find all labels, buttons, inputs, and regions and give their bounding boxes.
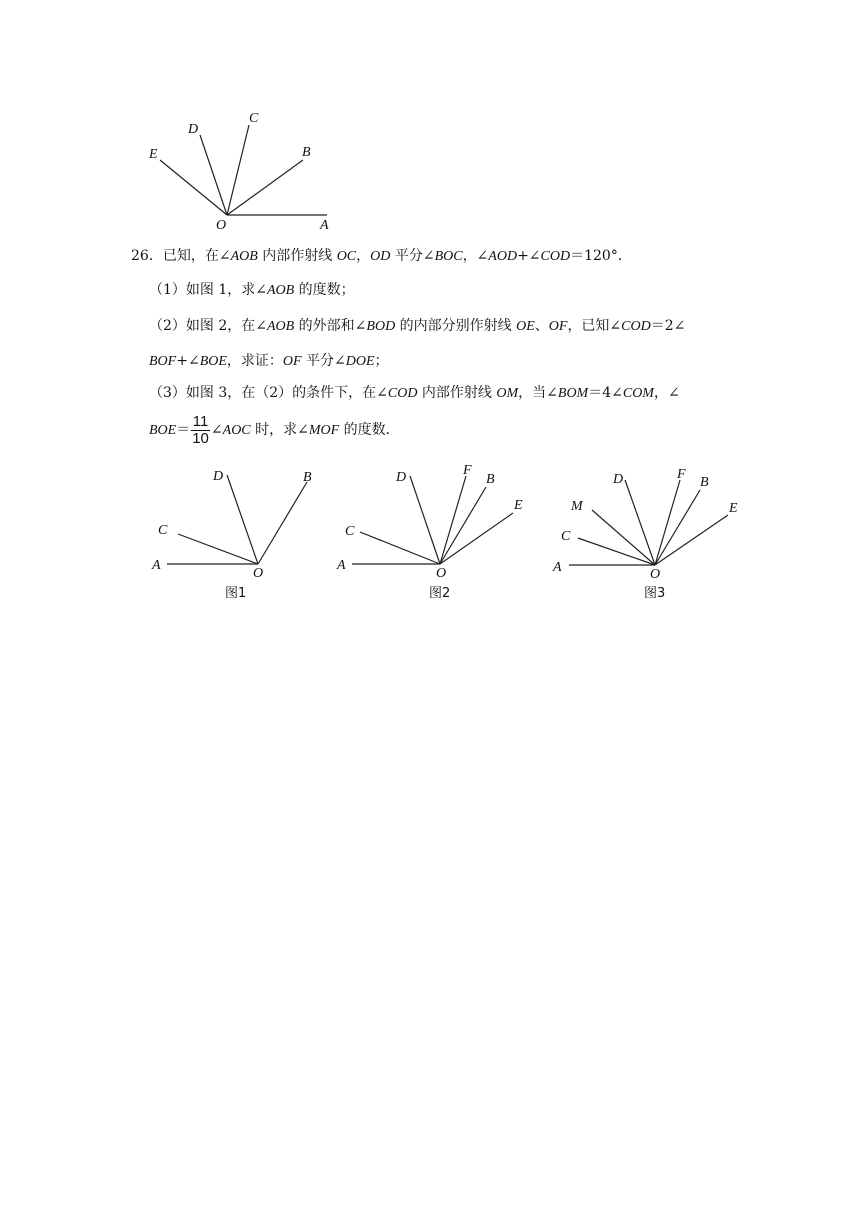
fig3-label-A: A (553, 560, 562, 575)
label-B: B (302, 145, 311, 160)
text-segment: ，求证： (226, 353, 283, 369)
math-text-segment: AOB (230, 249, 258, 264)
part-2-line-1 (149, 316, 685, 337)
fig3-label-M: M (571, 499, 583, 514)
text-segment: 、 (534, 318, 549, 334)
math-text-segment: BOC (434, 249, 463, 264)
math-text-segment: BOM (557, 386, 589, 401)
math-text-segment: OD (370, 249, 391, 264)
math-text-segment: AOB (267, 319, 295, 334)
ray-OE (160, 160, 227, 215)
text-segment: 时，求∠ (250, 422, 309, 438)
fig3-ray-OB (655, 490, 700, 565)
label-E: E (149, 147, 158, 162)
math-text-segment: BOF (149, 354, 177, 369)
fig3-label-D: D (613, 472, 624, 487)
fig2-label-O: O (436, 566, 447, 581)
math-text-segment: AOB (267, 283, 295, 298)
stem-text (163, 248, 632, 264)
fig3-ray-OF (655, 480, 680, 565)
fig2-label-B: B (486, 472, 495, 487)
fraction (191, 414, 210, 447)
text-segment: ＝120°． (570, 248, 632, 264)
math-text-segment: COD (387, 386, 418, 401)
text-segment: 的度数． (339, 422, 400, 438)
math-text-segment: COD (621, 319, 651, 334)
math-text-segment: BOE (199, 354, 227, 369)
fig1-label-O: O (253, 566, 264, 581)
text-segment: ， (356, 248, 371, 264)
text-segment: ，∠ (653, 385, 680, 401)
text-segment: （2）如图 2，在∠ (149, 318, 267, 334)
math-text-segment: COD (540, 249, 571, 264)
fig1-label-C: C (158, 523, 168, 538)
problem-number: 26． (131, 248, 163, 264)
text-segment: 内部作射线 (257, 248, 337, 264)
fig2-ray-OE (440, 513, 513, 564)
fig2-label-F: F (463, 463, 472, 478)
fig2-ray-OB (440, 487, 486, 564)
text-segment: ，∠ (462, 248, 489, 264)
label-A: A (320, 218, 329, 233)
fig2-caption: 图2 (429, 586, 451, 601)
text-segment: ＝2∠ (650, 318, 686, 334)
label-D: D (188, 122, 199, 137)
math-text-segment: BOD (366, 319, 396, 334)
ray-OD (200, 135, 227, 215)
fig3-label-E: E (729, 501, 738, 516)
text-segment: ＝ (176, 422, 191, 438)
fig2-label-D: D (396, 470, 407, 485)
text-segment: 的度数； (294, 282, 355, 298)
fig1-label-D: D (213, 469, 224, 484)
top-figure (140, 105, 350, 235)
figure-3 (545, 460, 755, 605)
part-3-line-2-a (149, 422, 190, 438)
math-text-segment: AOD (488, 249, 518, 264)
fig2-ray-OD (410, 476, 440, 564)
fig1-label-B: B (303, 470, 312, 485)
fig2-label-A: A (337, 558, 346, 573)
text-segment: （3）如图 3，在（2）的条件下，在∠ (149, 385, 388, 401)
part-3-line-2 (149, 410, 400, 451)
text-segment: +∠ (176, 353, 200, 369)
problem-stem (131, 246, 632, 267)
part-3-line-2-b (211, 422, 400, 438)
fig2-label-E: E (514, 498, 523, 513)
text-segment: 平分∠ (390, 248, 435, 264)
fig3-caption: 图3 (644, 586, 666, 601)
fig3-label-F: F (677, 467, 686, 482)
text-segment: 的外部和∠ (294, 318, 367, 334)
text-segment: +∠ (517, 248, 541, 264)
fig1-caption: 图1 (225, 586, 247, 601)
math-text-segment: COM (622, 386, 654, 401)
math-text-segment: OF (282, 354, 302, 369)
figure-1 (145, 460, 335, 605)
math-text-segment: OF (548, 319, 568, 334)
fig3-label-B: B (700, 475, 709, 490)
text-segment: ∠ (210, 422, 223, 438)
fig1-ray-OD (227, 475, 258, 564)
label-O: O (216, 218, 227, 233)
fig1-ray-OC (178, 534, 258, 564)
text-segment: 已知，在∠ (162, 248, 231, 264)
text-segment: ，当∠ (518, 385, 558, 401)
part-3-line-1 (149, 383, 680, 404)
fig2-label-C: C (345, 524, 355, 539)
math-text-segment: DOE (345, 354, 375, 369)
fig2-ray-OF (440, 476, 466, 564)
fig1-label-A: A (152, 558, 161, 573)
math-text-segment: BOE (149, 423, 177, 438)
fig1-ray-OB (258, 482, 307, 564)
fig3-label-C: C (561, 529, 571, 544)
fig2-ray-OC (360, 532, 440, 564)
fig3-label-O: O (650, 567, 661, 582)
text-segment: （1）如图 1，求∠ (149, 282, 267, 298)
fraction-denominator: 10 (192, 429, 209, 447)
part-1 (149, 280, 355, 301)
text-segment: 的内部分别作射线 (395, 318, 517, 334)
text-segment: ，已知∠ (567, 318, 622, 334)
figure-2 (330, 460, 530, 605)
math-text-segment: OE (516, 319, 535, 334)
fraction-numerator: 11 (192, 412, 209, 430)
text-segment: ＝4∠ (588, 385, 623, 401)
fig3-ray-OC (578, 538, 655, 565)
fig3-ray-OE (655, 515, 728, 565)
text-segment: 平分∠ (301, 353, 346, 369)
label-C: C (249, 111, 259, 126)
text-segment: 内部作射线 (417, 385, 497, 401)
math-text-segment: OM (496, 386, 519, 401)
math-text-segment: MOF (308, 423, 340, 438)
math-text-segment: OC (336, 249, 357, 264)
math-text-segment: AOC (222, 423, 251, 438)
text-segment: ； (374, 353, 389, 369)
part-2-line-2 (149, 351, 389, 372)
